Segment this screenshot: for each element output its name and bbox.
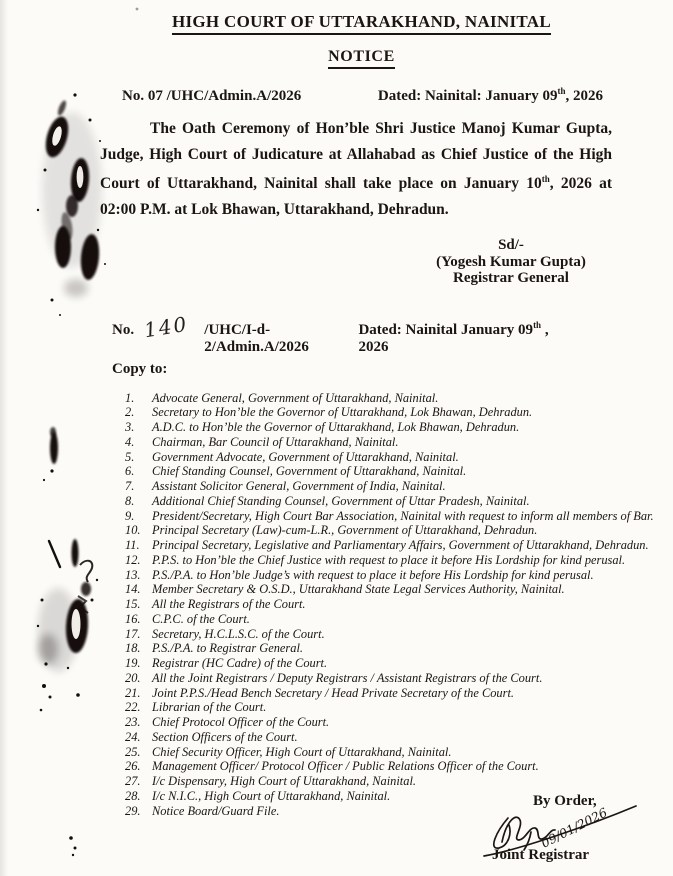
list-item-text: I/c N.I.C., High Court of Uttarakhand, Nainital. (152, 788, 391, 803)
list-item (125, 405, 673, 420)
joint-registrar-designation: Joint Registrar (492, 847, 590, 863)
list-item-text: Management Officer/ Protocol Officer / Public Relations Officer of the Court. (152, 759, 539, 774)
notice-heading: NOTICE (328, 48, 395, 69)
list-item-number: 18. (125, 641, 141, 656)
handwritten-signature-date: 09/01/2026 (538, 804, 610, 851)
list-item (125, 494, 673, 509)
list-item (125, 612, 673, 627)
page-title: HIGH COURT OF UTTARAKHAND, NAINITAL (172, 12, 551, 35)
list-item-number: 11. (125, 538, 140, 553)
list-item-text: Joint P.P.S./Head Bench Secretary / Head Private Secretary of the Court. (152, 685, 514, 700)
dated-main-2: Dated: Nainital January 09 (358, 321, 534, 338)
list-item-text: Registrar (HC Cadre) of the Court. (152, 656, 328, 671)
list-item (125, 538, 673, 553)
list-item-text: Assistant Solicitor General, Government of India, Nainital. (152, 479, 446, 494)
list-item-number: 4. (125, 434, 135, 449)
dated-line-2 (358, 320, 561, 356)
copy-list (0, 391, 673, 819)
list-item (125, 686, 673, 701)
dated-superscript-2: th (533, 319, 542, 330)
list-item-number: 10. (125, 523, 141, 538)
list-item (125, 671, 673, 686)
registrar-general-signature-block (411, 237, 611, 287)
list-item-number: 23. (125, 715, 141, 730)
dated-main: Dated: Nainital: January 09 (377, 88, 558, 104)
list-item-number: 22. (125, 700, 141, 715)
list-item-number: 3. (125, 420, 135, 435)
body-text-3: at Lok Bhawan, Uttarakhand, Dehradun. (170, 200, 449, 218)
list-item (125, 523, 673, 538)
signatory-name: (Yogesh Kumar Gupta) (436, 253, 586, 270)
list-item-number: 12. (125, 552, 141, 567)
document-header (50, 0, 673, 69)
handwritten-number: 140 (142, 311, 190, 342)
list-item (125, 641, 673, 656)
list-item-text: P.S./P.A. to Hon’ble Judge’s with request to place it before His Lordship for kind perusal. (152, 567, 594, 582)
list-item-text: Chairman, Bar Council of Uttarakhand, Nainital. (152, 434, 399, 449)
list-item-text: Section Officers of the Court. (152, 729, 298, 744)
list-item-text: Advocate General, Government of Uttarakhand, Nainital. (152, 390, 439, 405)
list-item (125, 656, 673, 671)
list-item-number: 29. (125, 803, 141, 818)
no-label-2: No. (112, 321, 135, 338)
list-item-number: 20. (125, 670, 141, 685)
list-item (125, 479, 673, 494)
ceremony-time: 02:00 P.M. (100, 200, 171, 218)
list-item-text: Chief Security Officer, High Court of Uttarakhand, Nainital. (152, 744, 452, 759)
list-item-text: P.P.S. to Hon’ble the Chief Justice with request to place it before His Lordship for kind perusal. (152, 552, 626, 567)
list-item (125, 627, 673, 642)
list-item-text: Additional Chief Standing Counsel, Government of Uttar Pradesh, Nainital. (152, 493, 530, 508)
list-item-number: 1. (125, 390, 135, 405)
list-item-text: A.D.C. to Hon’ble the Governor of Uttarakhand, Lok Bhawan, Dehradun. (152, 420, 520, 435)
list-item (125, 464, 673, 479)
body-text-2: , 2026 at (549, 175, 612, 193)
notice-body-paragraph (100, 116, 612, 222)
list-item (125, 582, 673, 597)
no-label: No. (122, 88, 145, 104)
list-item (125, 391, 673, 406)
list-item-text: Chief Standing Counsel, Government of Uttarakhand, Nainital. (152, 464, 467, 479)
copy-to-label: Copy to: (112, 360, 168, 377)
dated-tail-2: , 2026 (358, 321, 549, 355)
list-item-number: 19. (125, 656, 141, 671)
list-item-text: Secretary, H.C.L.S.C. of the Court. (152, 626, 325, 641)
list-item (125, 730, 673, 745)
dated-tail: , 2026 (565, 88, 603, 104)
list-item-text: P.S./P.A. to Registrar General. (152, 641, 303, 656)
list-item-number: 8. (125, 493, 135, 508)
reference-number-1 (122, 88, 301, 105)
no-rest: /UHC/Admin.A/2026 (166, 88, 302, 104)
list-item-number: 2. (125, 405, 135, 420)
list-item-text: All the Registrars of the Court. (152, 597, 306, 612)
list-item-number: 17. (125, 626, 141, 641)
list-item-text: Principal Secretary, Legislative and Parliamentary Affairs, Government of Uttarakhand, Dehradun. (152, 538, 649, 553)
list-item-text: President/Secretary, High Court Bar Association, Nainital with request to inform all members of Bar. (152, 508, 654, 523)
body-text-1: The Oath Ceremony of Hon’ble Shri Justice Manoj Kumar Gupta, Judge, High Court of Judicature at Allahabad as Chief Justice of the High Court of Uttarakhand, Nainital shall take place on January 10 (100, 120, 612, 193)
signatory-designation: Registrar General (453, 270, 569, 287)
list-item-number: 27. (125, 774, 141, 789)
date-superscript: th (541, 174, 550, 184)
list-item (125, 759, 673, 774)
list-item-number: 13. (125, 567, 141, 582)
list-item (125, 435, 673, 450)
list-item (125, 597, 673, 612)
reference-line-2 (0, 311, 673, 356)
no-value: 07 (147, 88, 163, 104)
list-item-number: 21. (125, 685, 141, 700)
reference-line-1 (0, 86, 673, 105)
by-order-label: By Order, (533, 793, 597, 809)
list-item-text: Chief Protocol Officer of the Court. (152, 715, 330, 730)
list-item (125, 700, 673, 715)
list-item-text: Notice Board/Guard File. (152, 803, 280, 818)
no-rest-2: /UHC/I-d-2/Admin.A/2026 (204, 321, 309, 355)
list-item-text: Principal Secretary (Law)-cum-L.R., Government of Uttarakhand, Dehradun. (152, 523, 538, 538)
list-item (125, 450, 673, 465)
list-item-number: 5. (125, 449, 135, 464)
list-item-number: 6. (125, 464, 135, 479)
sd-line: Sd/- (498, 237, 524, 254)
list-item (125, 715, 673, 730)
list-item-text: C.P.C. of the Court. (152, 611, 250, 626)
list-item-text: Secretary to Hon’ble the Governor of Uttarakhand, Lok Bhawan, Dehradun. (152, 405, 533, 420)
list-item-text: All the Joint Registrars / Deputy Registrars / Assistant Registrars of the Court. (152, 670, 543, 685)
list-item-number: 7. (125, 479, 135, 494)
dated-superscript: th (557, 86, 566, 96)
list-item (125, 509, 673, 524)
list-item (125, 553, 673, 568)
list-item-number: 26. (125, 759, 141, 774)
list-item (125, 420, 673, 435)
list-item-number: 16. (125, 611, 141, 626)
list-item-number: 14. (125, 582, 141, 597)
list-item-text: Government Advocate, Government of Uttarakhand, Nainital. (152, 449, 459, 464)
list-item-number: 9. (125, 508, 135, 523)
list-item-number: 15. (125, 597, 141, 612)
list-item-text: Librarian of the Court. (152, 700, 267, 715)
list-item-number: 25. (125, 744, 141, 759)
list-item (125, 774, 673, 789)
list-item-number: 28. (125, 788, 141, 803)
list-item (125, 568, 673, 583)
dated-line-1 (378, 86, 603, 105)
list-item-text: I/c Dispensary, High Court of Uttarakhand, Nainital. (152, 774, 416, 789)
list-item (125, 745, 673, 760)
list-item-number: 24. (125, 729, 141, 744)
list-item-text: Member Secretary & O.S.D., Uttarakhand State Legal Services Authority, Nainital. (152, 582, 565, 597)
